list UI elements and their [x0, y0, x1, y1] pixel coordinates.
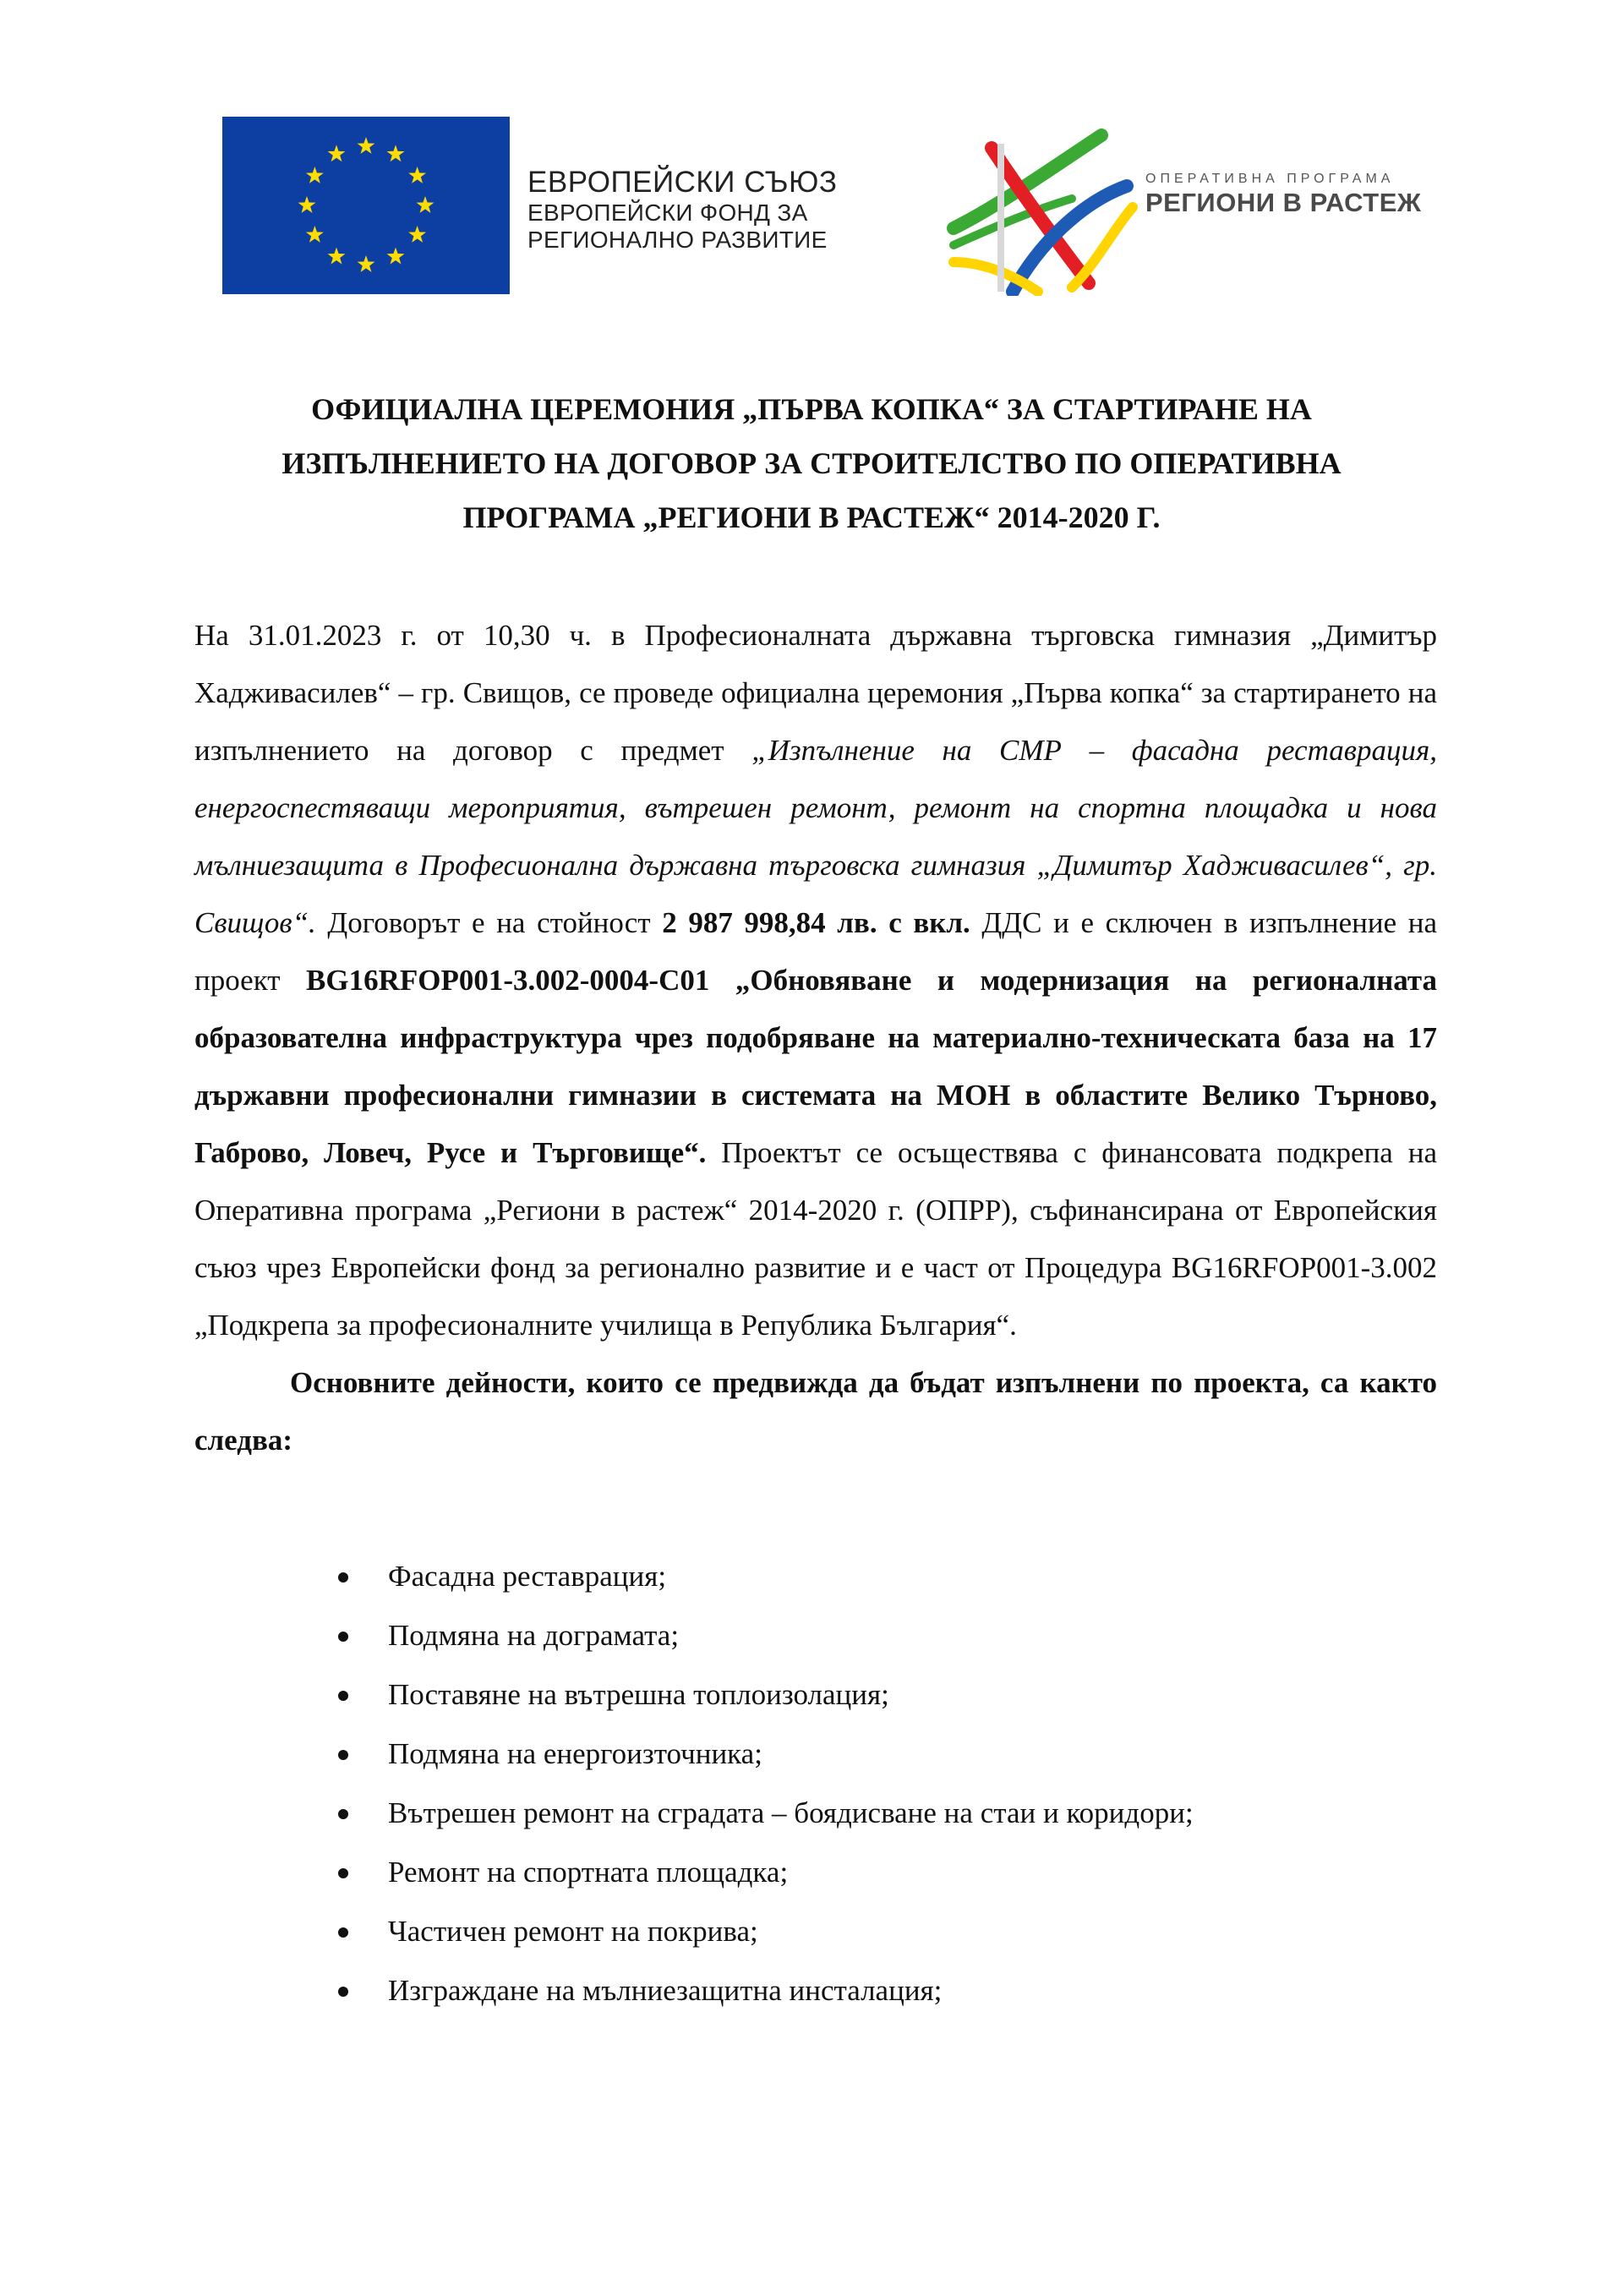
eu-line-2: ЕВРОПЕЙСКИ ФОНД ЗА	[527, 200, 808, 226]
activity-item: Изграждане на мълниезащитна инсталация;	[338, 1961, 1194, 2020]
document-title	[194, 382, 1429, 544]
eu-star-icon	[387, 248, 405, 265]
main-paragraph	[194, 607, 1437, 1354]
eu-star-icon	[417, 196, 434, 213]
paragraph-text-2: Договорът е на стойност	[315, 906, 663, 939]
activity-item: Подмяна на дограмата;	[338, 1606, 1194, 1665]
opr-line-2: РЕГИОНИ В РАСТЕЖ	[1145, 188, 1422, 217]
eu-star-icon	[408, 167, 426, 183]
activity-item: Поставяне на вътрешна топлоизолация;	[338, 1665, 1194, 1725]
activity-item: Фасадна реставрация;	[338, 1547, 1194, 1606]
title-line-3: ПРОГРАМА „РЕГИОНИ В РАСТЕЖ“ 2014-2020 Г.	[462, 500, 1161, 534]
eu-star-icon	[306, 167, 324, 183]
contract-value: 2 987 998,84 лв. с вкл.	[662, 906, 970, 939]
document-body	[194, 607, 1437, 1469]
eu-line-1: ЕВРОПЕЙСКИ СЪЮЗ	[527, 166, 838, 199]
document-header	[0, 0, 1623, 338]
project-name: BG16RFOP001-3.002-0004-С01 „Обновяване и модернизация на регионалната образователна инфраструктура чрез подобряване на материално-техническата база на 17 държавни професионални гимназии в системата на МОН в областите Велико Търново, Габрово, Ловеч, Русе и Търговище“.	[194, 964, 1438, 1169]
paragraph-text-3: ДДС и е сключен в изпълнение на проект	[194, 906, 1438, 997]
eu-star-icon	[408, 226, 426, 243]
eu-star-icon	[306, 226, 324, 243]
eu-star-icon	[298, 196, 316, 213]
activity-item: Подмяна на енергоизточника;	[338, 1725, 1194, 1784]
title-line-2: ИЗПЪЛНЕНИЕТО НА ДОГОВОР ЗА СТРОИТЕЛСТВО ПО ОПЕРАТИВНА	[281, 446, 1342, 480]
activities-lead: Основните дейности, които се предвижда да бъдат изпълнени по проекта, са както следва:	[194, 1366, 1437, 1457]
activity-item: Частичен ремонт на покрива;	[338, 1902, 1194, 1961]
opr-logo-text	[1145, 171, 1421, 218]
title-line-1: ОФИЦИАЛНА ЦЕРЕМОНИЯ „ПЪРВА КОПКА“ ЗА СТАРТИРАНЕ НА	[311, 392, 1312, 426]
eu-flag-icon	[222, 117, 510, 294]
paragraph-text-4: Проектът се осъществява с финансовата подкрепа на Оперативна програма „Региони в растеж“ 2014-2020 г. (ОПРР), съфинансирана от Европейския съюз чрез Европейски фонд за регионално развитие и е част от Процедура BG16RFOP001-3.002 „Подкрепа за професионалните училища в Република България“.	[194, 1136, 1437, 1342]
eu-star-icon	[328, 145, 346, 161]
eu-star-icon	[358, 255, 375, 272]
activity-item: Ремонт на спортната площадка;	[338, 1843, 1194, 1902]
eu-star-icon	[358, 137, 375, 154]
opr-line-1: ОПЕРАТИВНА ПРОГРАМА	[1145, 172, 1395, 186]
regions-in-growth-logo-icon	[945, 127, 1139, 296]
contract-subject: „Изпълнение на СМР – фасадна реставрация, енергоспестяващи мероприятия, вътрешен ремонт, ремонт на спортна площадка и нова мълниезащита в Професионална държавна търговска гимназия „Димитър Хадживасилев“, гр. Свищов“.	[194, 734, 1437, 939]
eu-line-3: РЕГИОНАЛНО РАЗВИТИЕ	[527, 227, 828, 253]
paragraph-text-1: На 31.01.2023 г. от 10,30 ч. в Професионалната държавна търговска гимназия „Димитър Хадживасилев“ – гр. Свищов, се проведе официална церемония „Първа копка“ за стартирането на изпълнението на договор с предмет	[194, 619, 1437, 767]
activity-item: Вътрешен ремонт на сградата – боядисване на стаи и коридори;	[338, 1784, 1194, 1843]
eu-star-icon	[387, 145, 405, 161]
eu-logo-text	[527, 166, 837, 254]
activities-list	[338, 1547, 1194, 2020]
eu-star-icon	[328, 248, 346, 265]
